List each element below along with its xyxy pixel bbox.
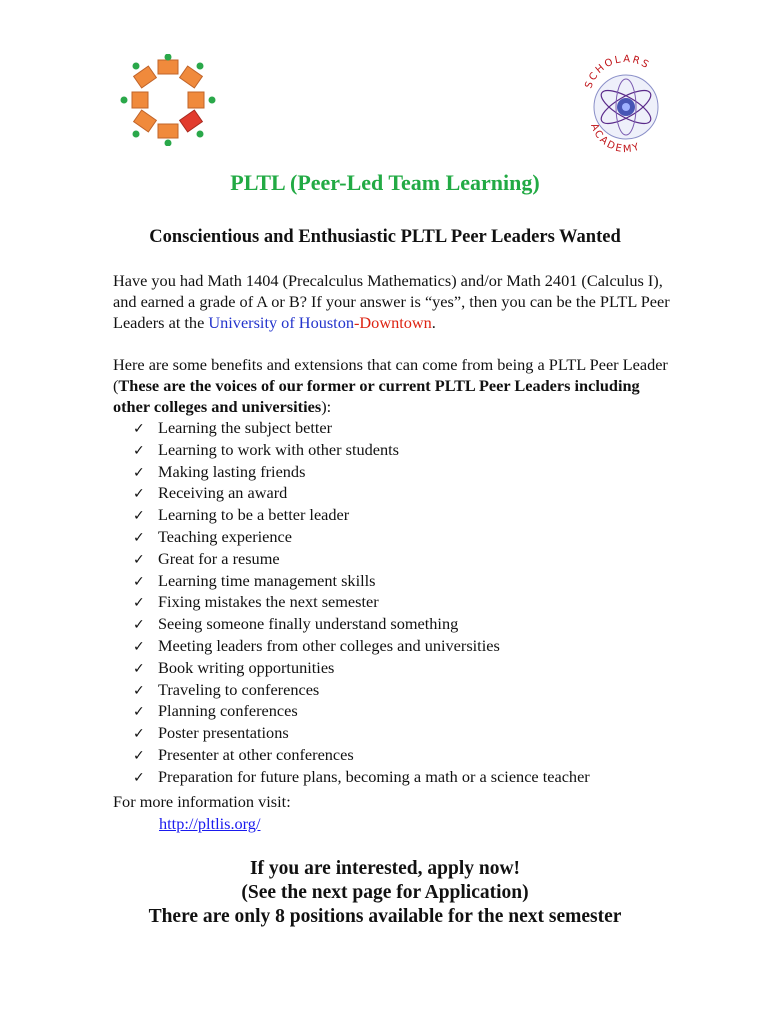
checkmark-icon: ✓ [133,595,145,612]
checkmark-icon: ✓ [133,442,145,459]
checkmark-icon: ✓ [133,617,145,634]
benefits-intro-paragraph [113,355,673,417]
intro-paragraph [113,271,673,333]
benefit-item [133,614,590,636]
benefit-item [133,592,590,614]
benefit-item [133,636,590,658]
benefit-item [133,571,590,593]
benefit-text: Preparation for future plans, becoming a math or a science teacher [158,766,590,786]
checkmark-icon: ✓ [133,486,145,503]
benefit-text: Teaching experience [158,526,293,546]
cta-next-page: (See the next page for Application) [241,882,529,903]
checkmark-icon: ✓ [133,638,145,655]
benefit-item [133,418,590,440]
benefit-text: Traveling to conferences [158,679,320,699]
benefit-text: Receiving an award [158,483,288,503]
seal-top-text: SCHOLARS [583,53,652,91]
checkmark-icon: ✓ [133,747,145,764]
cta-apply: If you are interested, apply now! [249,858,521,879]
benefit-item [133,549,590,571]
benefits-intro-text: Here are some benefits and extensions that can come from being a PLTL Peer Leader ( [113,355,668,395]
page-subtitle: Conscientious and Enthusiastic PLTL Peer Leaders Wanted [149,227,621,247]
benefit-item [133,723,590,745]
checkmark-icon: ✓ [133,508,145,525]
benefit-text: Fixing mistakes the next semester [158,592,379,612]
checkmark-icon: ✓ [133,551,145,568]
benefit-item [133,483,590,505]
checkmark-icon: ✓ [133,704,145,721]
intro-text: Have you had Math 1404 (Precalculus Mathematics) and/or Math 2401 (Calculus I), and earned a grade of A or B? If your answer is “yes”, then you can be the PLTL Peer Leaders at the [113,271,670,332]
uh-name: University of Houston [208,312,354,332]
benefit-text: Planning conferences [158,701,298,721]
checkmark-icon: ✓ [133,529,145,546]
page-title: PLTL (Peer-Led Team Learning) [230,170,540,195]
benefit-item [133,462,590,484]
benefit-item [133,680,590,702]
seal-bottom-text: ACADEMY [588,122,643,156]
benefit-text: Presenter at other conferences [158,744,354,764]
benefit-text: Meeting leaders from other colleges and universities [158,635,500,655]
benefit-text: Learning to work with other students [158,439,400,459]
more-info-label: For more information visit: [113,792,291,811]
checkmark-icon: ✓ [133,726,145,743]
checkmark-icon: ✓ [133,573,145,590]
checkmark-icon: ✓ [133,769,145,786]
benefit-text: Learning to be a better leader [158,505,350,525]
benefit-text: Seeing someone finally understand something [158,614,459,634]
checkmark-icon: ✓ [133,682,145,699]
pltl-team-logo [118,54,218,146]
uh-campus: -Downtown [354,312,432,332]
checkmark-icon: ✓ [133,660,145,677]
pltl-website-link[interactable]: http://pltlis.org/ [159,814,261,833]
benefit-item [133,658,590,680]
cta-positions: There are only 8 positions available for the next semester [148,906,622,927]
benefit-text: Making lasting friends [158,461,306,481]
benefit-item [133,527,590,549]
checkmark-icon: ✓ [133,464,145,481]
scholars-academy-seal [580,50,672,160]
benefits-intro-bold: These are the voices of our former or current PLTL Peer Leaders including other colleges and universities [113,375,640,416]
team-circle-icon [121,54,216,146]
benefit-item [133,701,590,723]
benefit-item [133,440,590,462]
benefits-intro-end: ): [321,396,332,416]
benefit-text: Learning time management skills [158,570,376,590]
benefit-text: Poster presentations [158,723,289,743]
benefit-item [133,505,590,527]
benefit-text: Learning the subject better [158,418,333,437]
benefit-item [133,745,590,767]
benefit-text: Great for a resume [158,548,280,568]
benefit-item [133,767,590,789]
checkmark-icon: ✓ [133,421,145,437]
benefits-list [133,418,590,789]
intro-end: . [431,312,436,332]
benefit-text: Book writing opportunities [158,657,335,677]
